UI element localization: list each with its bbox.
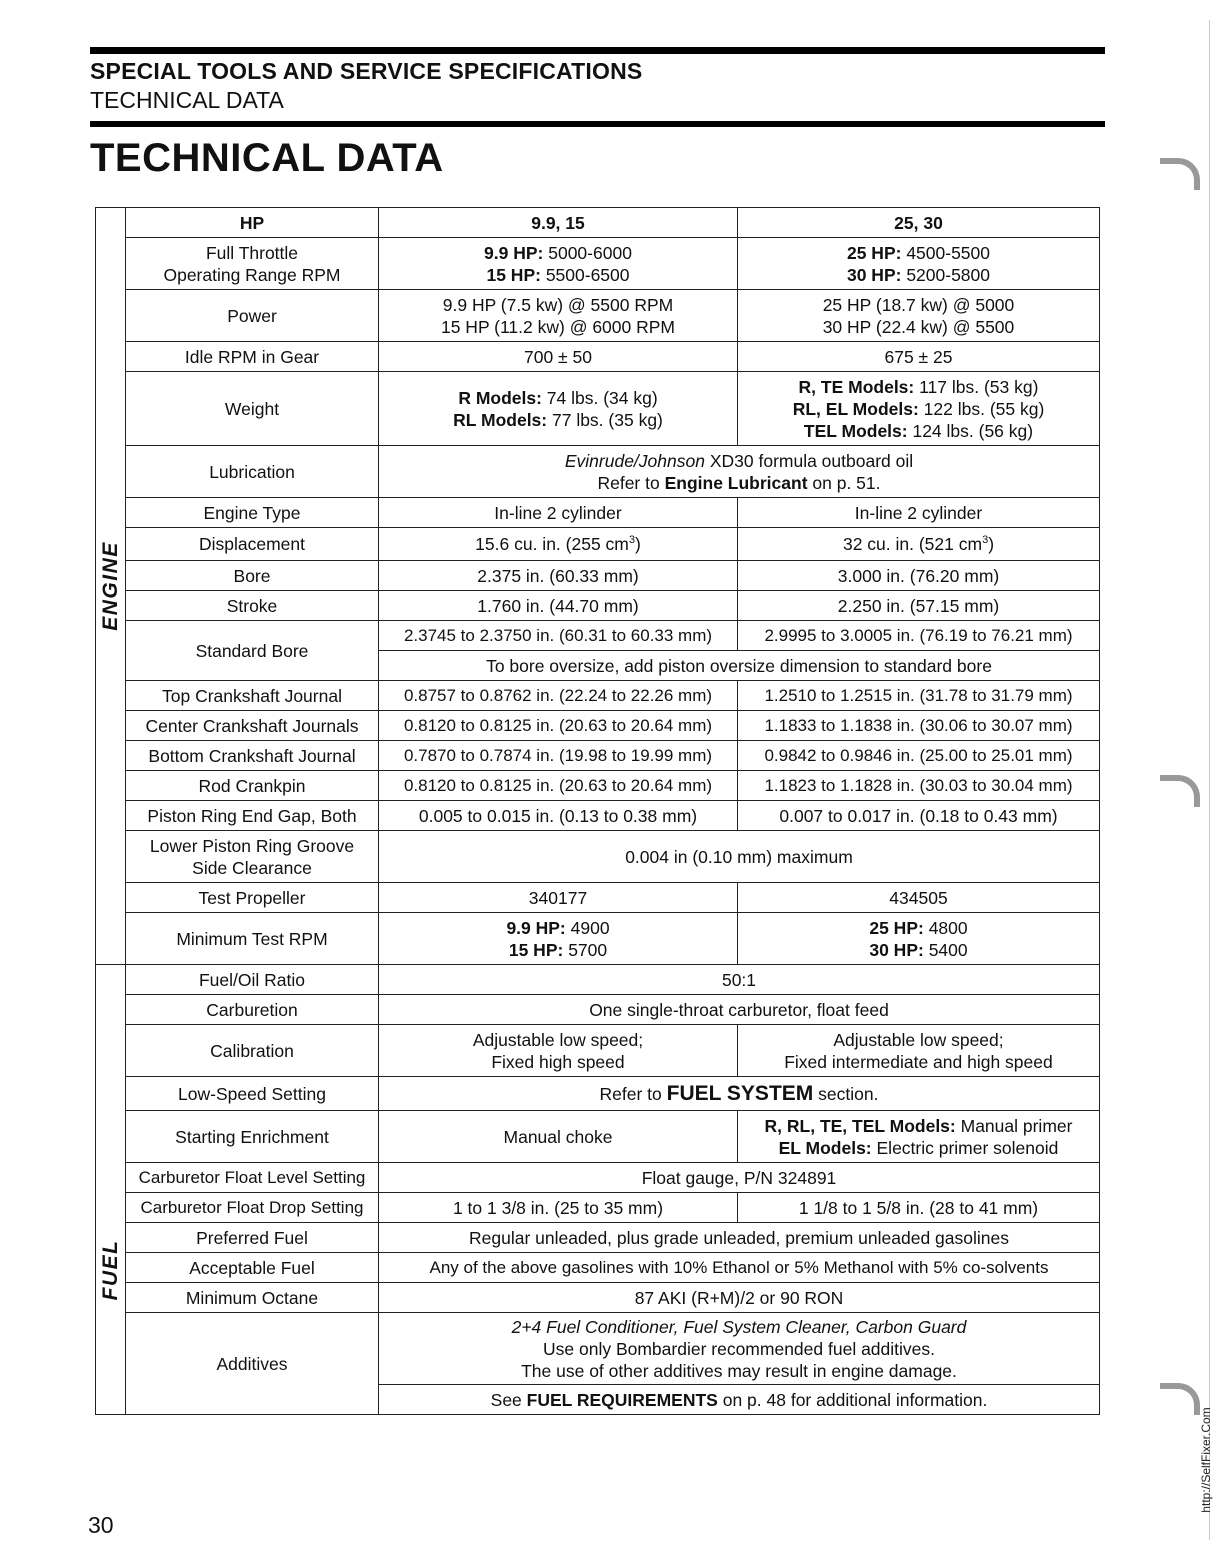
cell-value: 0.8757 to 0.8762 in. (22.24 to 22.26 mm) (379, 681, 738, 711)
row-label: Idle RPM in Gear (126, 342, 379, 372)
cell-value: Manual choke (379, 1111, 738, 1163)
watermark: http://SelfFixer.Com (1199, 1407, 1213, 1513)
table-row (96, 1077, 1100, 1111)
row-label: Stroke (126, 591, 379, 621)
cell-note: To bore oversize, add piston oversize dimension to standard bore (379, 651, 1100, 681)
binder-tab-mark (1160, 775, 1200, 807)
row-label: Carburetor Float Level Setting (126, 1163, 379, 1193)
row-label: Preferred Fuel (126, 1223, 379, 1253)
cell-value: 1 to 1 3/8 in. (25 to 35 mm) (379, 1193, 738, 1223)
cell-value: 0.007 to 0.017 in. (0.18 to 0.43 mm) (738, 801, 1100, 831)
table-row (96, 681, 1100, 711)
header-rule-top (90, 47, 1105, 54)
cell-value: In-line 2 cylinder (379, 498, 738, 528)
table-row (96, 446, 1100, 498)
cell-value: 700 ± 50 (379, 342, 738, 372)
cell-value: Any of the above gasolines with 10% Ethanol or 5% Methanol with 5% co-solvents (379, 1253, 1100, 1283)
cell-value: R, TE Models: 117 lbs. (53 kg) RL, EL Models: 122 lbs. (55 kg) TEL Models: 124 lbs. (56 kg) (738, 372, 1100, 446)
cell-value: 0.8120 to 0.8125 in. (20.63 to 20.64 mm) (379, 771, 738, 801)
table-row (96, 1283, 1100, 1313)
row-label: Calibration (126, 1025, 379, 1077)
cell-value: 2.375 in. (60.33 mm) (379, 561, 738, 591)
cell-value: 1.1833 to 1.1838 in. (30.06 to 30.07 mm) (738, 711, 1100, 741)
cell-value: 50:1 (379, 965, 1100, 995)
cell-value: 25 HP: 4800 30 HP: 5400 (738, 913, 1100, 965)
row-label: Lubrication (126, 446, 379, 498)
row-label: Bottom Crankshaft Journal (126, 741, 379, 771)
cell-value: 434505 (738, 883, 1100, 913)
row-label: Power (126, 290, 379, 342)
row-label: Weight (126, 372, 379, 446)
cell-value: 1.2510 to 1.2515 in. (31.78 to 31.79 mm) (738, 681, 1100, 711)
table-row (96, 711, 1100, 741)
binder-tab-mark (1160, 158, 1200, 190)
table-row (96, 342, 1100, 372)
table-row (96, 1163, 1100, 1193)
cell-value: In-line 2 cylinder (738, 498, 1100, 528)
cell-value: 2+4 Fuel Conditioner, Fuel System Cleaner, Carbon Guard Use only Bombardier recommended fuel additives. The use of other additives may result in engine damage. (379, 1313, 1100, 1385)
table-row (96, 561, 1100, 591)
table-row (96, 995, 1100, 1025)
page-title: TECHNICAL DATA (90, 136, 444, 180)
cell-value: 1 1/8 to 1 5/8 in. (28 to 41 mm) (738, 1193, 1100, 1223)
table-row (96, 1111, 1100, 1163)
cell-value: Adjustable low speed; Fixed intermediate and high speed (738, 1025, 1100, 1077)
row-label: Full Throttle Operating Range RPM (126, 238, 379, 290)
cell-value: 9.9 HP (7.5 kw) @ 5500 RPM 15 HP (11.2 kw) @ 6000 RPM (379, 290, 738, 342)
cell-value: 675 ± 25 (738, 342, 1100, 372)
cell-value: 25 HP: 4500-5500 30 HP: 5200-5800 (738, 238, 1100, 290)
row-label: Center Crankshaft Journals (126, 711, 379, 741)
cell-value: Float gauge, P/N 324891 (379, 1163, 1100, 1193)
cell-value: 87 AKI (R+M)/2 or 90 RON (379, 1283, 1100, 1313)
table-row (96, 528, 1100, 561)
table-row (96, 208, 1100, 238)
row-label: Rod Crankpin (126, 771, 379, 801)
row-label: Acceptable Fuel (126, 1253, 379, 1283)
col-header-9-9-15: 9.9, 15 (379, 208, 738, 238)
cell-value: 0.005 to 0.015 in. (0.13 to 0.38 mm) (379, 801, 738, 831)
cell-value: 9.9 HP: 4900 15 HP: 5700 (379, 913, 738, 965)
table-row (96, 1253, 1100, 1283)
table-row (96, 831, 1100, 883)
row-label: Engine Type (126, 498, 379, 528)
row-label: Piston Ring End Gap, Both (126, 801, 379, 831)
cell-value: 0.004 in (0.10 mm) maximum (379, 831, 1100, 883)
cell-value: 0.8120 to 0.8125 in. (20.63 to 20.64 mm) (379, 711, 738, 741)
cell-value: 2.9995 to 3.0005 in. (76.19 to 76.21 mm) (738, 621, 1100, 651)
table-row (96, 771, 1100, 801)
cell-value: Regular unleaded, plus grade unleaded, premium unleaded gasolines (379, 1223, 1100, 1253)
row-label: Carburetor Float Drop Setting (126, 1193, 379, 1223)
cell-value: Evinrude/Johnson XD30 formula outboard oil Refer to Engine Lubricant on p. 51. (379, 446, 1100, 498)
cell-value: 25 HP (18.7 kw) @ 5000 30 HP (22.4 kw) @ 5500 (738, 290, 1100, 342)
technical-data-table (95, 207, 1100, 1415)
header-rule-bottom (90, 121, 1105, 127)
header-title: SPECIAL TOOLS AND SERVICE SPECIFICATIONS (90, 58, 643, 84)
section-engine (96, 208, 126, 965)
table-row (96, 1025, 1100, 1077)
row-label: Additives (126, 1313, 379, 1415)
cell-value: 2.3745 to 2.3750 in. (60.31 to 60.33 mm) (379, 621, 738, 651)
binding-edge (1209, 20, 1210, 1540)
col-header-param: HP (126, 208, 379, 238)
section-fuel (96, 965, 126, 1415)
cell-value: 9.9 HP: 5000-6000 15 HP: 5500-6500 (379, 238, 738, 290)
row-label: Low-Speed Setting (126, 1077, 379, 1111)
table-row (96, 913, 1100, 965)
table-row (96, 1193, 1100, 1223)
cell-note: See FUEL REQUIREMENTS on p. 48 for additional information. (379, 1385, 1100, 1415)
row-label: Minimum Octane (126, 1283, 379, 1313)
cell-value: 1.1823 to 1.1828 in. (30.03 to 30.04 mm) (738, 771, 1100, 801)
header-subtitle: TECHNICAL DATA (90, 87, 284, 113)
row-label: Displacement (126, 528, 379, 561)
table-row (96, 290, 1100, 342)
table-row (96, 372, 1100, 446)
row-label: Fuel/Oil Ratio (126, 965, 379, 995)
cell-value: 1.760 in. (44.70 mm) (379, 591, 738, 621)
page-number: 30 (88, 1512, 114, 1538)
row-label: Lower Piston Ring Groove Side Clearance (126, 831, 379, 883)
table-row (96, 1313, 1100, 1385)
row-label: Standard Bore (126, 621, 379, 681)
table-row (96, 621, 1100, 651)
section-label-fuel: FUEL (98, 1239, 122, 1301)
cell-value: 340177 (379, 883, 738, 913)
table-row (96, 591, 1100, 621)
cell-value: Adjustable low speed; Fixed high speed (379, 1025, 738, 1077)
cell-value: R Models: 74 lbs. (34 kg) RL Models: 77 lbs. (35 kg) (379, 372, 738, 446)
binder-tab-mark (1160, 1383, 1200, 1415)
row-label: Minimum Test RPM (126, 913, 379, 965)
cell-value: One single-throat carburetor, float feed (379, 995, 1100, 1025)
table-row (96, 801, 1100, 831)
cell-value: 32 cu. in. (521 $cm^3$) (738, 528, 1100, 561)
cell-value: 0.7870 to 0.7874 in. (19.98 to 19.99 mm) (379, 741, 738, 771)
table-row (96, 741, 1100, 771)
row-label: Carburetion (126, 995, 379, 1025)
row-label: Starting Enrichment (126, 1111, 379, 1163)
table-row (96, 498, 1100, 528)
row-label: Test Propeller (126, 883, 379, 913)
cell-value: 2.250 in. (57.15 mm) (738, 591, 1100, 621)
row-label: Bore (126, 561, 379, 591)
col-header-25-30: 25, 30 (738, 208, 1100, 238)
cell-value: 0.9842 to 0.9846 in. (25.00 to 25.01 mm) (738, 741, 1100, 771)
section-label-engine: ENGINE (98, 541, 122, 631)
cell-value: R, RL, TE, TEL Models: Manual primer EL Models: Electric primer solenoid (738, 1111, 1100, 1163)
cell-value: 15.6 cu. in. (255 $cm^3$) (379, 528, 738, 561)
table-row (96, 1223, 1100, 1253)
row-label: Top Crankshaft Journal (126, 681, 379, 711)
cell-value: Refer to FUEL SYSTEM section. (379, 1077, 1100, 1111)
table-row (96, 965, 1100, 995)
table-row (96, 883, 1100, 913)
table-row (96, 238, 1100, 290)
cell-value: 3.000 in. (76.20 mm) (738, 561, 1100, 591)
